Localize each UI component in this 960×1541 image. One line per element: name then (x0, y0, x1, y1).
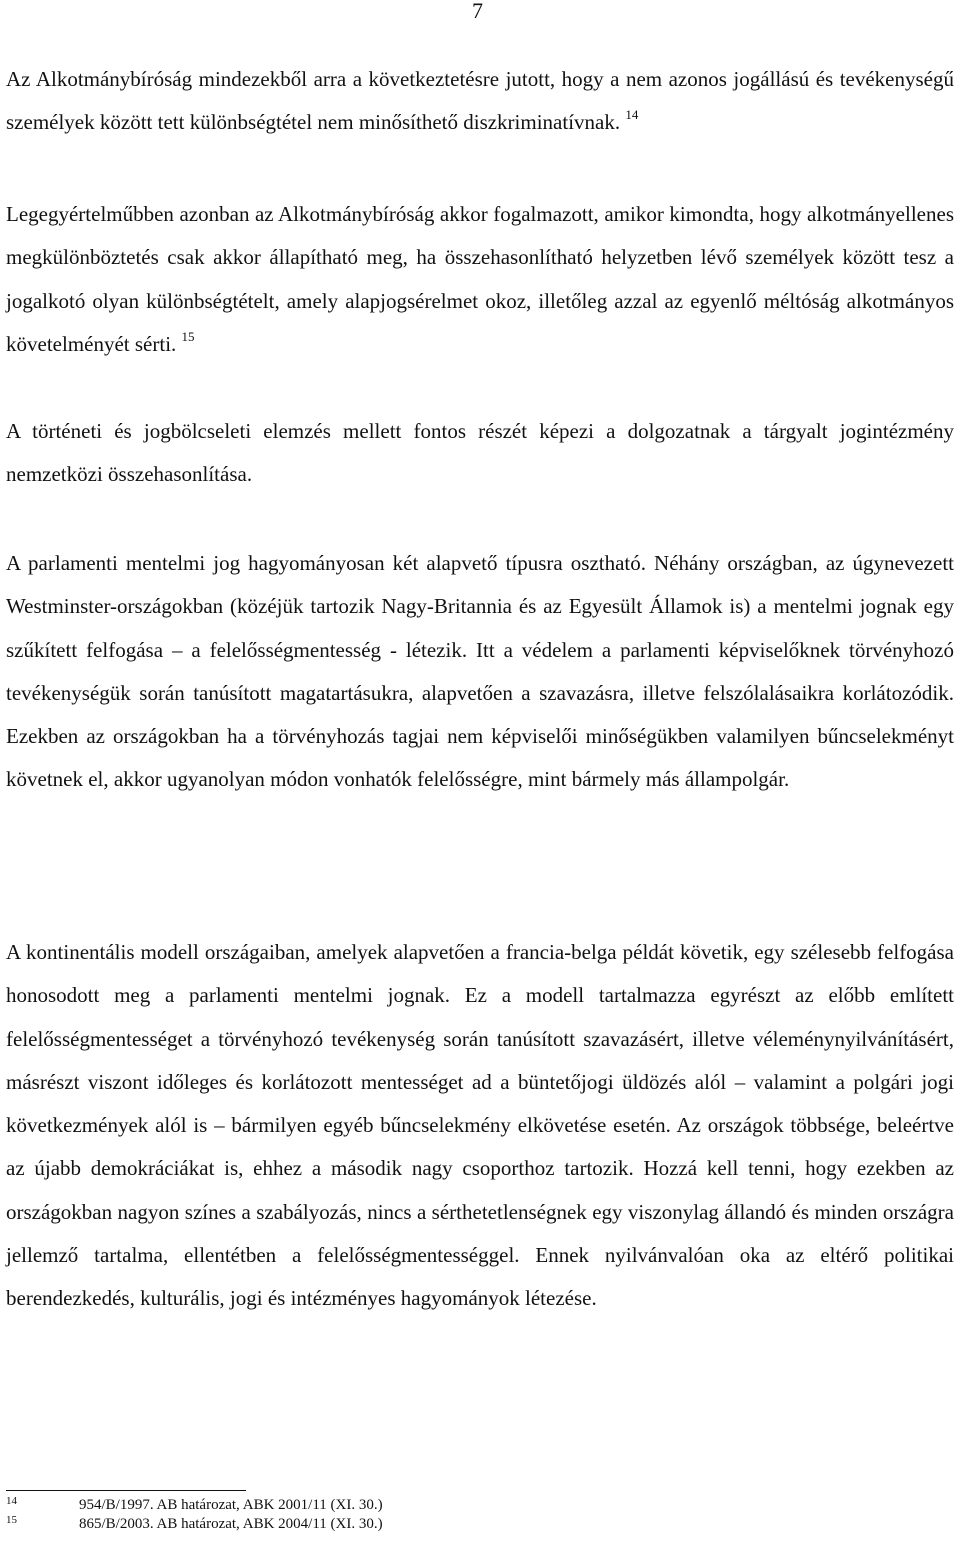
paragraph-text: Legegyértelműbben azonban az Alkotmánybíróság akkor fogalmazott, amikor kimondta, hogy alkotmányellenes megkülönböztetés csak akkor állapítható meg, ha összehasonlítható helyzetben lévő személyek között tesz a jogalkotó olyan különbségtételt, amely alapjogsérelmet okoz, illetőleg azzal az egyenlő méltóság alkotmányos követelményét sérti. (6, 202, 954, 356)
paragraph (6, 58, 954, 145)
paragraph-text: A kontinentális modell országaiban, amelyek alapvetően a francia-belga példát követik, egy szélesebb felfogása honosodott meg a parlamenti mentelmi jognak. Ez a modell tartalmazza egyrészt az előbb említett felelősségmentességet a törvényhozó tevékenység során tanúsított szavazásért, illetve véleménynyilvánításért, másrészt viszont időleges és korlátozott mentességet ad a büntetőjogi üldözés alól – valamint a polgári jogi következmények alól is – bármilyen egyéb bűncselekmény elkövetése esetén. Az országok többsége, beleértve az újabb demokráciákat is, ehhez a második nagy csoporthoz tartozik. Hozzá kell tenni, hogy ezekben az országokban nagyon színes a szabályozás, nincs a sérthetetlenségnek egy viszonylag állandó és minden országra jellemző tartalma, ellentétben a felelősségmentességgel. Ennek nyilvánvalóan oka az eltérő politikai berendezkedés, kulturális, jogi és intézményes hagyományok létezése. (6, 940, 954, 1311)
page-number: 7 (472, 0, 483, 23)
paragraph-text: A történeti és jogbölcseleti elemzés mellett fontos részét képezi a dolgozatnak a tárgyalt jogintézmény nemzetközi összehasonlítása. (6, 419, 954, 487)
footnote (6, 1496, 706, 1515)
footnote-text: 954/B/1997. AB határozat, ABK 2001/11 (XI. 30.) (79, 1497, 383, 1513)
footnote-separator (6, 1490, 246, 1491)
footnotes (6, 1496, 706, 1534)
paragraph (6, 542, 954, 802)
paragraph-text: A parlamenti mentelmi jog hagyományosan két alapvető típusra osztható. Néhány országban, az úgynevezett Westminster-országokban (közéjük tartozik Nagy-Britannia és az Egyesült Államok is) a mentelmi jognak egy szűkített felfogása – a felelősségmentesség - létezik. Itt a védelem a parlamenti képviselőknek törvényhozó tevékenységük során tanúsított magatartásukra, alapvetően a szavazásra, illetve felszólalásaikra korlátozódik. Ezekben az országokban ha a törvényhozás tagjai nem képviselői minőségükben valamilyen bűncselekményt követnek el, akkor ugyanolyan módon vonhatók felelősségre, mint bármely más állampolgár. (6, 551, 954, 792)
footnote-number: 15 (6, 1514, 17, 1526)
paragraph-text: Az Alkotmánybíróság mindezekből arra a következtetésre jutott, hogy a nem azonos jogállású és tevékenységű személyek között tett különbségtétel nem minősíthető diszkriminatívnak. (6, 67, 954, 135)
footnote-reference: 15 (181, 328, 195, 344)
paragraph (6, 193, 954, 366)
footnote-text: 865/B/2003. AB határozat, ABK 2004/11 (XI. 30.) (79, 1516, 383, 1532)
footnote (6, 1515, 706, 1534)
paragraph (6, 931, 954, 1321)
footnote-reference: 14 (625, 107, 639, 123)
footnote-number: 14 (6, 1495, 17, 1507)
paragraph (6, 410, 954, 497)
